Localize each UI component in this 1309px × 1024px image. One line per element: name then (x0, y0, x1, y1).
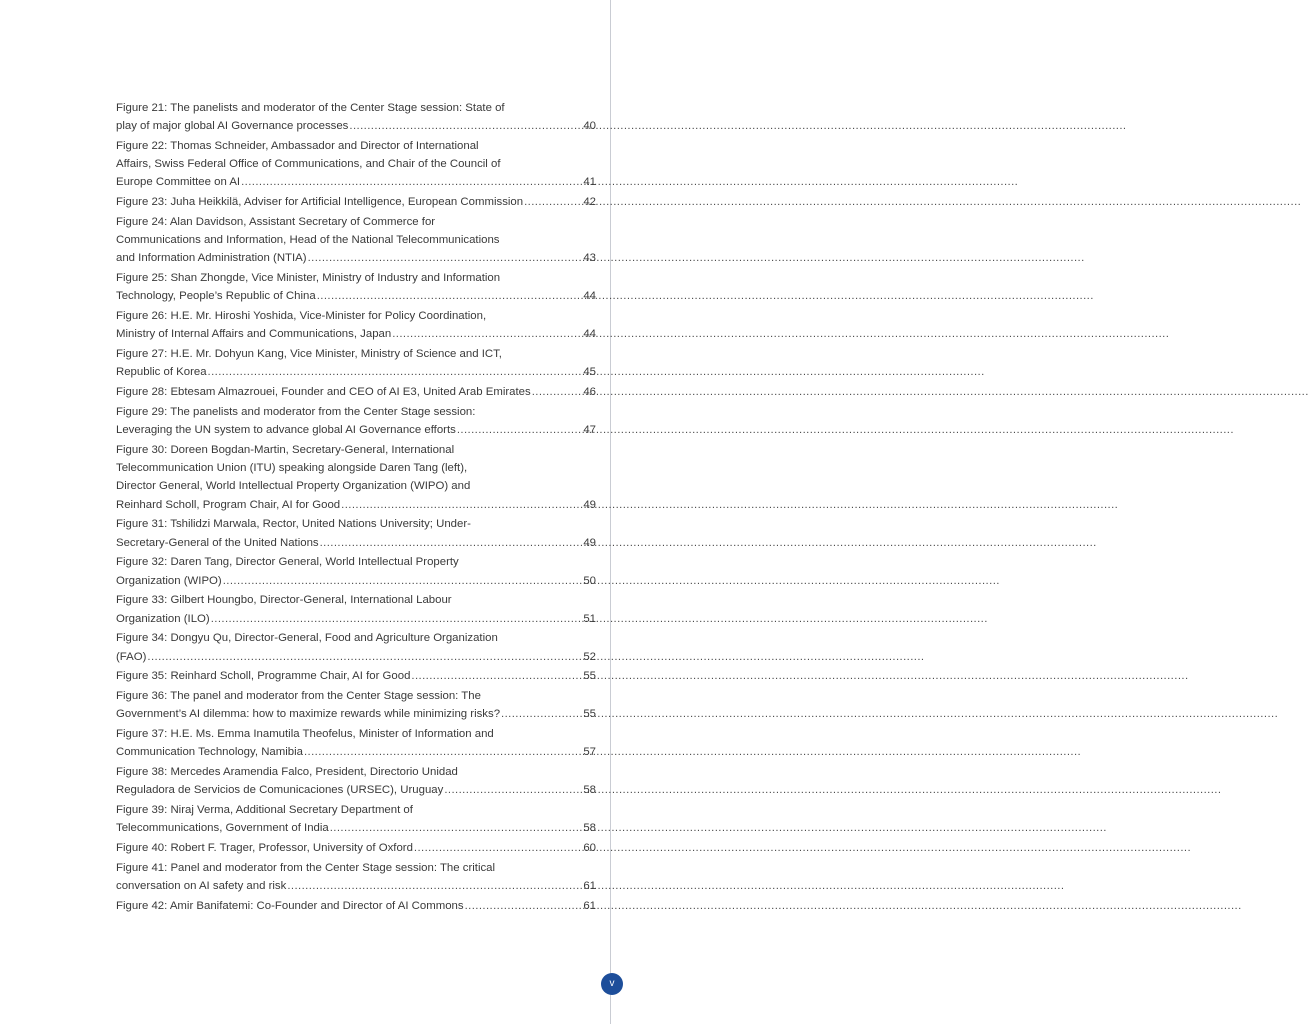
figure-entry-last-line (116, 839, 596, 857)
figure-entry[interactable] (116, 725, 596, 761)
figure-entry-text: Republic of Korea (116, 366, 207, 379)
figure-entry-last-line (116, 667, 596, 685)
figure-entry-last-line (116, 534, 596, 552)
figure-entry-text: conversation on AI safety and risk (116, 880, 287, 893)
figure-page-number: 42 (583, 196, 596, 209)
list-of-figures (116, 99, 596, 917)
figure-entry-last-line (116, 383, 596, 401)
figure-entry[interactable] (116, 515, 596, 551)
figure-entry[interactable] (116, 137, 596, 192)
page-number-badge: v (601, 973, 623, 995)
figure-entry-text: Director General, World Intellectual Property Organization (WIPO) and (116, 480, 471, 493)
figure-entry[interactable] (116, 763, 596, 799)
figure-page-number: 51 (583, 612, 596, 625)
figure-entry-text: Organization (WIPO) (116, 574, 222, 587)
figure-entry-text: and Information Administration (NTIA) (116, 252, 307, 265)
figure-entry-text: Figure 41: Panel and moderator from the Center Stage session: The critical (116, 862, 496, 874)
figure-page-number: 45 (583, 366, 596, 379)
figure-entry-text: Figure 36: The panel and moderator from the Center Stage session: The (116, 690, 481, 703)
figure-entry-text: Europe Committee on AI (116, 176, 241, 189)
figure-entry[interactable] (116, 403, 596, 439)
figure-entry-text: Figure 40: Robert F. Trager, Professor, University of Oxford (116, 842, 413, 855)
figure-entry[interactable] (116, 859, 596, 895)
figure-entry-last-line (116, 705, 596, 723)
figure-entry[interactable] (116, 383, 596, 401)
dot-leader (304, 743, 582, 761)
figure-page-number: 60 (583, 842, 596, 855)
dot-leader (211, 610, 583, 628)
figure-entry-text: Figure 32: Daren Tang, Director General, World Intellectual Property (116, 556, 459, 569)
figure-entry-text: Figure 30: Doreen Bogdan-Martin, Secretary-General, International (116, 444, 455, 456)
figure-page-number: 44 (583, 328, 596, 341)
dot-leader (317, 287, 583, 305)
figure-entry-text: (FAO) (116, 650, 147, 663)
dot-leader (532, 383, 583, 401)
figure-page-number: 55 (583, 670, 596, 683)
dot-leader (223, 572, 583, 590)
figure-entry[interactable] (116, 345, 596, 381)
figure-page-number: 49 (583, 536, 596, 549)
figure-entry-text: Reinhard Scholl, Program Chair, AI for Good (116, 498, 341, 511)
figure-page-number: 58 (583, 784, 596, 797)
figure-entry-text: Telecommunications, Government of India (116, 822, 329, 835)
figure-entry-last-line (116, 173, 596, 191)
figure-entry-text: Ministry of Internal Affairs and Communications, Japan (116, 328, 392, 341)
figure-entry-text: Figure 35: Reinhard Scholl, Programme Chair, AI for Good (116, 670, 411, 683)
figure-page-number: 57 (583, 746, 596, 759)
figure-page-number: 55 (583, 708, 596, 721)
dot-leader (465, 897, 583, 915)
figure-entry[interactable] (116, 629, 596, 665)
figure-entry-text: Affairs, Swiss Federal Office of Communications, and Chair of the Council of (116, 158, 501, 171)
dot-leader (320, 534, 583, 552)
figure-entry-last-line (116, 819, 596, 837)
dot-leader (411, 667, 582, 685)
figure-entry-text: Reguladora de Servicios de Comunicaciones (URSEC), Uruguay (116, 784, 444, 797)
dot-leader (392, 325, 582, 343)
figure-entry-last-line (116, 648, 596, 666)
figure-entry-text: Communications and Information, Head of the National Telecommunications (116, 234, 500, 247)
dot-leader (457, 421, 583, 439)
figure-entry-text: Figure 37: H.E. Ms. Emma Inamutila Theofelus, Minister of Information and (116, 728, 494, 741)
figure-page-number: 58 (583, 822, 596, 835)
dot-leader (208, 363, 583, 381)
figure-entry-text: Figure 29: The panelists and moderator from the Center Stage session: (116, 406, 476, 418)
figure-page-number: 47 (583, 424, 596, 437)
figure-entry-last-line (116, 287, 596, 305)
dot-leader (341, 496, 582, 514)
figure-entry-text: Figure 42: Amir Banifatemi: Co-Founder and Director of AI Commons (116, 900, 464, 912)
figure-entry-last-line (116, 897, 596, 915)
figure-entry-text: Figure 23: Juha Heikkilä, Adviser for Artificial Intelligence, European Commission (116, 196, 524, 209)
figure-entry-text: Figure 26: H.E. Mr. Hiroshi Yoshida, Vice-Minister for Policy Coordination, (116, 310, 487, 323)
margin-rule (610, 0, 611, 1024)
figure-entry-text: Figure 31: Tshilidzi Marwala, Rector, United Nations University; Under- (116, 518, 471, 531)
figure-entry[interactable] (116, 591, 596, 627)
figure-entry-last-line (116, 610, 596, 628)
figure-entry-text: Figure 25: Shan Zhongde, Vice Minister, Ministry of Industry and Information (116, 272, 501, 285)
dot-leader (414, 839, 582, 857)
figure-entry[interactable] (116, 269, 596, 305)
figure-entry-text: Technology, People’s Republic of China (116, 290, 316, 303)
figure-entry-text: Organization (ILO) (116, 612, 210, 625)
figure-entry-text: Figure 28: Ebtesam Almazrouei, Founder and CEO of AI E3, United Arab Emirates (116, 386, 531, 399)
figure-entry-text: Figure 27: H.E. Mr. Dohyun Kang, Vice Minister, Ministry of Science and ICT, (116, 348, 502, 361)
figure-page-number: 46 (583, 386, 596, 399)
figure-page-number: 61 (583, 900, 596, 912)
dot-leader (241, 173, 582, 191)
figure-entry-last-line (116, 249, 596, 267)
figure-entry-last-line (116, 877, 596, 895)
figure-page-number: 61 (583, 880, 596, 893)
figure-entry-text: Government’s AI dilemma: how to maximize rewards while minimizing risks? (116, 708, 501, 721)
figure-entry[interactable] (116, 213, 596, 268)
figure-entry-text: play of major global AI Governance processes (116, 120, 349, 133)
figure-entry[interactable] (116, 839, 596, 857)
figure-entry-text: Figure 34: Dongyu Qu, Director-General, Food and Agriculture Organization (116, 632, 498, 645)
figure-entry-last-line (116, 421, 596, 439)
figure-entry-text: Secretary-General of the United Nations (116, 536, 319, 549)
figure-page-number: 41 (583, 176, 596, 189)
figure-page-number: 43 (583, 252, 596, 265)
figure-page-number: 40 (583, 120, 596, 133)
figure-entry-text: Figure 33: Gilbert Houngbo, Director-General, International Labour (116, 594, 452, 607)
figure-entry[interactable] (116, 667, 596, 685)
dot-leader (501, 705, 582, 723)
dot-leader (287, 877, 582, 895)
figure-entry-last-line (116, 781, 596, 799)
figure-page-number: 44 (583, 290, 596, 303)
figure-entry-text: Figure 38: Mercedes Aramendia Falco, President, Directorio Unidad (116, 766, 458, 779)
dot-leader (524, 193, 582, 211)
figure-entry[interactable] (116, 553, 596, 589)
figure-entry-text: Communication Technology, Namibia (116, 746, 303, 759)
dot-leader (444, 781, 582, 799)
figure-entry-last-line (116, 363, 596, 381)
dot-leader (330, 819, 583, 837)
figure-entry-text: Figure 21: The panelists and moderator of the Center Stage session: State of (116, 102, 505, 114)
figure-entry[interactable] (116, 441, 596, 514)
figure-entry-last-line (116, 193, 596, 211)
figure-entry[interactable] (116, 99, 596, 135)
figure-entry-last-line (116, 572, 596, 590)
figure-entry[interactable] (116, 687, 596, 723)
figure-entry-text: Telecommunication Union (ITU) speaking alongside Daren Tang (left), (116, 462, 468, 475)
figure-page-number: 49 (583, 498, 596, 511)
figure-entry-text: Leveraging the UN system to advance global AI Governance efforts (116, 424, 456, 437)
figure-entry-last-line (116, 117, 596, 135)
figure-entry-text: Figure 39: Niraj Verma, Additional Secretary Department of (116, 804, 413, 817)
figure-page-number: 52 (583, 650, 596, 663)
figure-entry-last-line (116, 496, 596, 514)
figure-entry[interactable] (116, 801, 596, 837)
dot-leader (349, 117, 582, 135)
figure-entry[interactable] (116, 897, 596, 915)
dot-leader (308, 249, 583, 267)
figure-entry[interactable] (116, 307, 596, 343)
figure-page-number: 50 (583, 574, 596, 587)
figure-entry-last-line (116, 325, 596, 343)
figure-entry[interactable] (116, 193, 596, 211)
figure-entry-last-line (116, 743, 596, 761)
figure-entry-text: Figure 22: Thomas Schneider, Ambassador and Director of International (116, 140, 479, 152)
figure-entry-text: Figure 24: Alan Davidson, Assistant Secretary of Commerce for (116, 216, 436, 228)
dot-leader (147, 648, 582, 666)
